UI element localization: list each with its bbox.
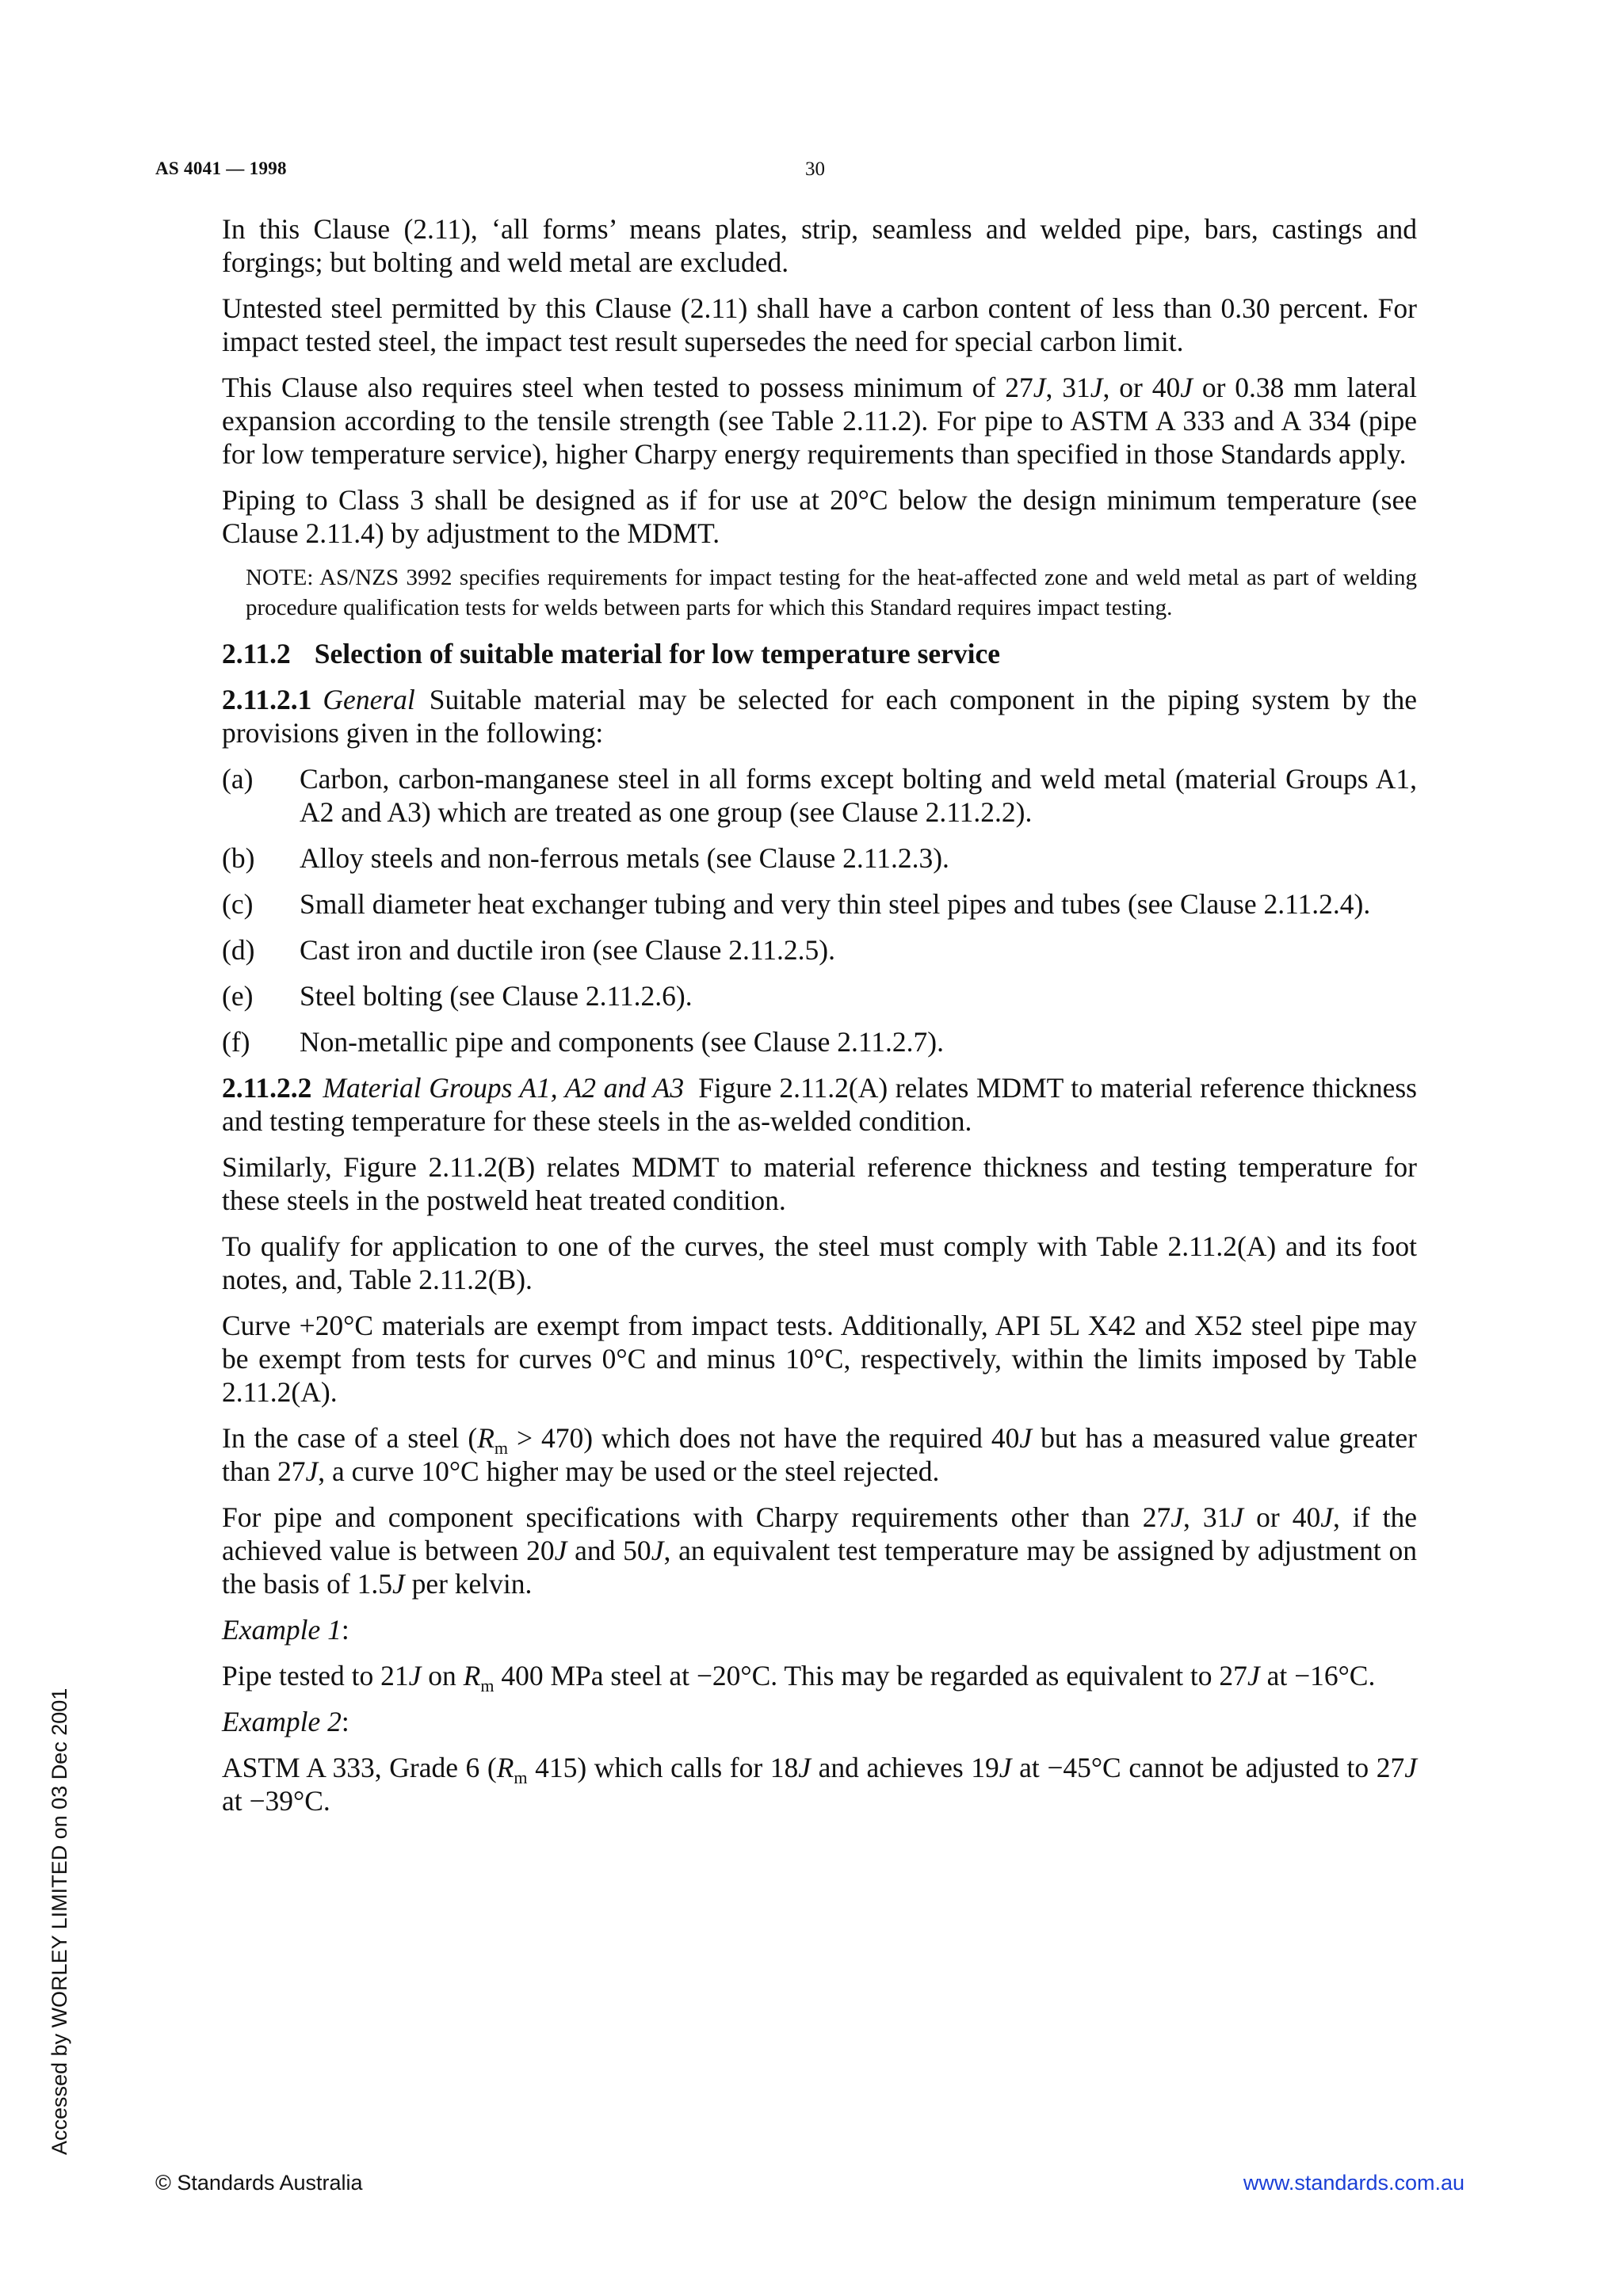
paragraph-curve-exempt: Curve +20°C materials are exempt from impact tests. Additionally, API 5L X42 and X52 steel pipe may be exempt from tests for curves 0°C and minus 10°C, respectively, within the limits imposed by Table 2.11.2(A). bbox=[222, 1310, 1417, 1408]
paragraph-untested-steel: Untested steel permitted by this Clause (2.11) shall have a carbon content of less than 0.30 percent. For impact tested steel, the impact test result supersedes the need for special carbon limit. bbox=[222, 292, 1417, 357]
example-2-label: Example 2: bbox=[222, 1706, 349, 1737]
footer-copyright: © Standards Australia bbox=[155, 2171, 363, 2195]
paragraph-class-3: Piping to Class 3 shall be designed as if for use at 20°C below the design minimum temperature (see Clause 2.11.4) by adjustment to the MDMT. bbox=[222, 484, 1417, 549]
clause-2-11-2-1: 2.11.2.1 General Suitable material may be selected for each component in the piping system by the provisions given in the following: bbox=[222, 684, 1417, 749]
example-1-text: Pipe tested to 21J on $R_m$ 400 MPa steel at −20°C. This may be regarded as equivalent to 27J at −16°C. bbox=[222, 1660, 1376, 1696]
paragraph-all-forms: In this Clause (2.11), ‘all forms’ means plates, strip, seamless and welded pipe, bars, castings and forgings; but bolting and weld metal are excluded. bbox=[222, 213, 1417, 278]
paragraph-figure-b: Similarly, Figure 2.11.2(B) relates MDMT to material reference thickness and testing temperature for these steels in the postweld heat treated condition. bbox=[222, 1151, 1417, 1216]
list-item: (c) Small diameter heat exchanger tubing and very thin steel pipes and tubes (see Clause 2.11.2.4). bbox=[222, 888, 1371, 920]
paragraph-rm-470: In the case of a steel $(R_m > 470)$ which does not have the required 40J but has a measured value greater than 27J, a curve 10°C higher may be used or the steel rejected. bbox=[222, 1422, 1418, 1487]
list-item: (b) Alloy steels and non-ferrous metals (see Clause 2.11.2.3). bbox=[222, 842, 949, 874]
page-header bbox=[155, 158, 1465, 190]
page-number: 30 bbox=[805, 158, 825, 180]
section-heading-2-11-2: 2.11.2 Selection of suitable material for low temperature service bbox=[222, 638, 1001, 669]
note: NOTE: AS/NZS 3992 specifies requirements for impact testing for the heat-affected zone and weld metal as part of welding procedure qualification tests for welds between parts for which this Standard requires impact testing. bbox=[246, 565, 1417, 620]
paragraph-charpy-adjustment: For pipe and component specifications with Charpy requirements other than 27J, 31J or 40J, if the achieved value is between 20J and 50J, an equivalent test temperature may be assigned by adjustment on the basis of 1.5J per kelvin. bbox=[222, 1501, 1418, 1600]
list-item: (d) Cast iron and ductile iron (see Clause 2.11.2.5). bbox=[222, 934, 835, 966]
example-2-text: ASTM A 333, Grade 6 ($R_m$ 415) which calls for 18J and achieves 19J at −45°C cannot be adjusted to 27J at −39°C. bbox=[222, 1752, 1417, 1817]
list-item: (f) Non-metallic pipe and components (see Clause 2.11.2.7). bbox=[222, 1026, 944, 1058]
access-watermark: Accessed by WORLEY LIMITED on 03 Dec 2001 bbox=[48, 1688, 71, 2155]
main-content bbox=[222, 212, 1417, 1830]
paragraph-charpy-minimum: This Clause also requires steel when tested to possess minimum of 27J, 31J, or 40J or 0.38 mm lateral expansion according to the tensile strength (see Table 2.11.2). For pipe to ASTM A 333 and A 334 (pipe for low temperature service), higher Charpy energy requirements than specified in those Standards apply. bbox=[222, 372, 1418, 470]
clause-2-11-2-2: 2.11.2.2 Material Groups A1, A2 and A3 Figure 2.11.2(A) relates MDMT to material reference thickness and testing temperature for these steels in the as-welded condition. bbox=[222, 1072, 1417, 1137]
document-id: AS 4041 — 1998 bbox=[155, 158, 287, 178]
paragraph-qualify: To qualify for application to one of the curves, the steel must comply with Table 2.11.2(A) and its foot notes, and, Table 2.11.2(B). bbox=[222, 1230, 1417, 1295]
footer-website-link[interactable]: www.standards.com.au bbox=[1243, 2171, 1465, 2195]
material-list bbox=[222, 762, 1417, 1058]
list-item: (a) Carbon, carbon-manganese steel in all forms except bolting and weld metal (material Groups A1, A2 and A3) which are treated as one group (see Clause 2.11.2.2). bbox=[222, 763, 1417, 828]
example-1-label: Example 1: bbox=[222, 1614, 349, 1646]
list-item: (e) Steel bolting (see Clause 2.11.2.6). bbox=[222, 980, 693, 1012]
